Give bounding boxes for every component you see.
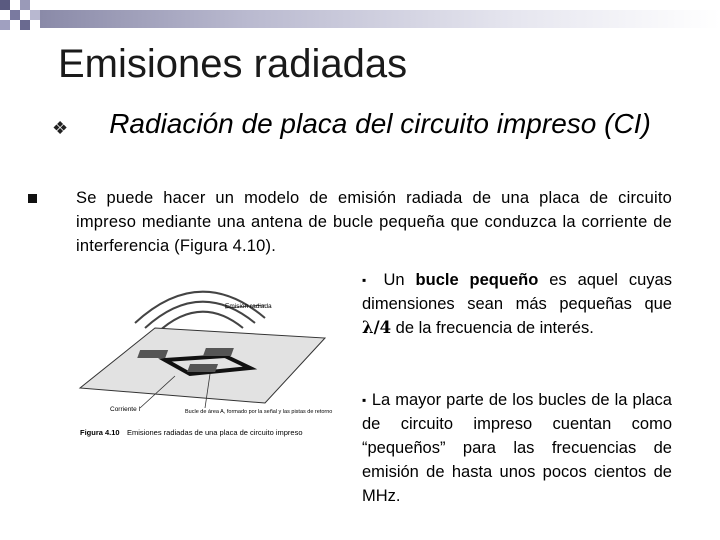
point2-text: La mayor parte de los bucles de la placa de circuito impreso cuentan como “pequeños” para las frecuencias de emisión de hasta unos pocos cientos de MHz. xyxy=(362,391,672,505)
slide-subtitle: Radiación de placa del circuito impreso (CI) xyxy=(109,108,651,139)
point1-post: de la frecuencia de interés. xyxy=(391,319,594,337)
pcb-diagram xyxy=(75,268,355,443)
small-square-bullet-icon: ▪ xyxy=(362,273,373,287)
diamond-bullet-icon: ❖ xyxy=(52,118,69,138)
point1-pre: Un xyxy=(383,271,416,289)
caption-text: Emisiones radiadas de una placa de circuito impreso xyxy=(127,428,303,437)
label-loop: Bucle de área A, formado por la señal y las pistas de retorno xyxy=(185,409,333,415)
point-small-loop xyxy=(362,268,672,340)
point1-bold: bucle pequeño xyxy=(415,271,539,289)
label-emission: Emisión radiada xyxy=(225,303,272,310)
label-current: Corriente I xyxy=(110,406,141,413)
square-bullet-icon xyxy=(28,194,37,203)
header-bar xyxy=(40,10,720,28)
caption-number: Figura 4.10 xyxy=(80,428,120,437)
lambda-quarter: λ/4 xyxy=(362,318,392,337)
figure-pcb-emission xyxy=(75,268,355,443)
main-paragraph: Se puede hacer un modelo de emisión radiada de una placa de circuito impreso mediante una antena de bucle pequeña que conduzca la corriente de interferencia (Figura 4.10). xyxy=(76,189,672,255)
small-square-bullet-icon: ▪ xyxy=(362,393,367,407)
point1-mid: es aquel cuyas dimensiones sean más pequeñas que xyxy=(362,271,672,313)
point-pcb-loops xyxy=(362,388,672,508)
slide-title: Emisiones radiadas xyxy=(58,42,408,86)
